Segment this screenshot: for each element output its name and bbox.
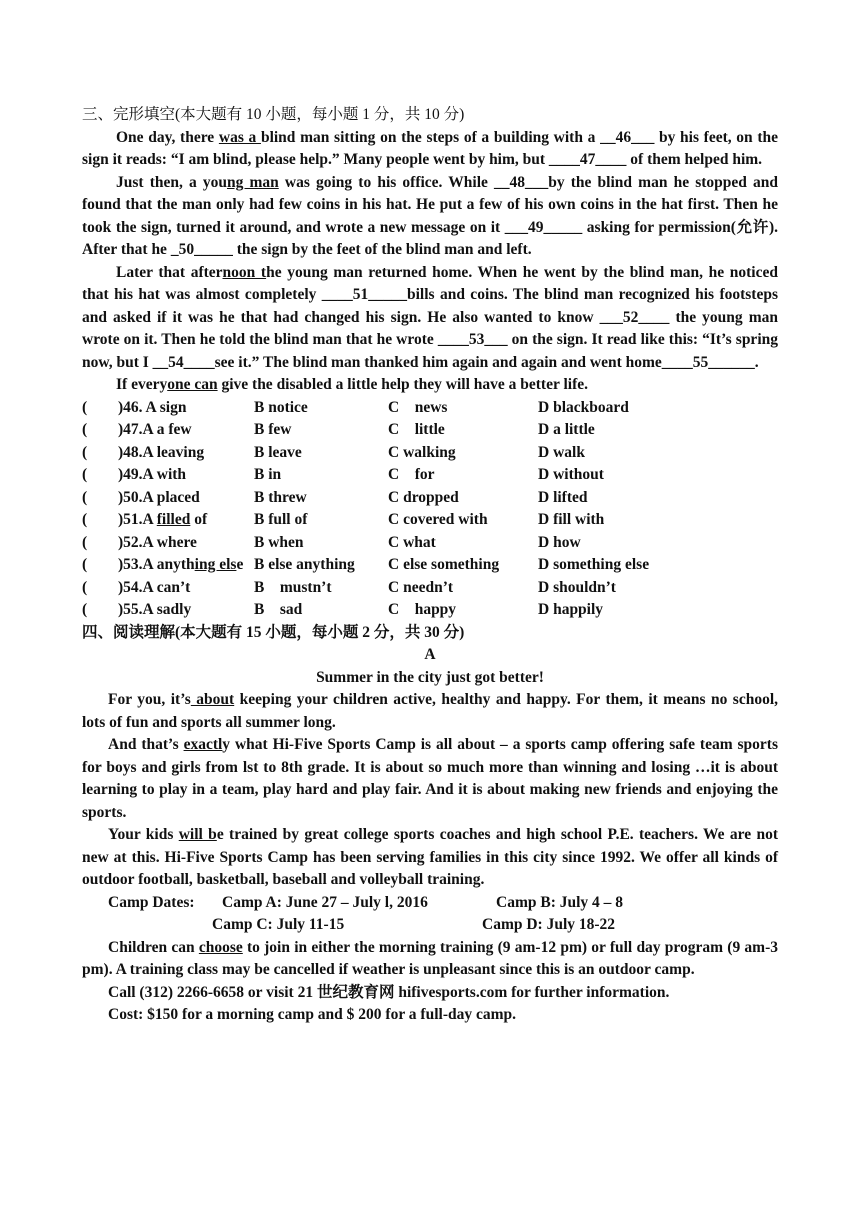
cloze-paragraph-3: Later that afternoon the young man returned home. When he went by the blind man, he noticed that his hat was almost completely ____51_____bills and coins. The blind man recognized his footsteps and asked if it was he that had changed his sign. He also wanted to know ___52____ the young man wrote on it. Then he told the blind man that he wrote ____53___ on the sign. It read like this: “It’s spring now, but I __54____see it.” The blind man thanked him again and again and went home____55______. xyxy=(82,263,778,371)
cost-info: Cost: $150 for a morning camp and $ 200 for a full-day camp. xyxy=(108,1006,517,1023)
exam-page xyxy=(82,104,778,1027)
passage-paragraph-1: For you, it’s about keeping your children active, healthy and happy. For them, it means no school, lots of fun and sports all summer long. xyxy=(82,691,778,731)
section-4-heading: 四、阅读理解(本大题有 15 小题，每小题 2 分，共 30 分) xyxy=(82,623,465,641)
question-row: ( )50.A placed B threw C dropped D lifted xyxy=(82,488,588,506)
cloze-paragraph-2: Just then, a young man was going to his office. While __48___by the blind man he stopped and found that the man only had few coins in his hat. He put a few of his own coins in the hat first. Then he took the sign, turned it around, and wrote a new message on it ___49_____ asking for permission(允许). After that he _50_____ the sign by the feet of the blind man and left. xyxy=(82,173,778,258)
cloze-paragraph-1: One day, there was a blind man sitting on the steps of a building with a __46___ by his feet, on the sign it reads: “I am blind, please help.” Many people went by him, but ____47____ of them helped him. xyxy=(82,128,779,168)
camp-dates-row-1: Camp Dates: Camp A: June 27 – July l, 2016 Camp B: July 4 – 8 xyxy=(108,893,624,911)
question-row: ( )55.A sadly B sad C happy D happily xyxy=(82,601,604,618)
passage-paragraph-4: Children can choose to join in either the morning training (9 am-12 pm) or full day program (9 am-3 pm). A training class may be cancelled if weather is unpleasant since this is an outdoor camp. xyxy=(82,938,778,978)
question-row: ( )47.A a few B few C little D a little xyxy=(82,421,595,438)
passage-label: A xyxy=(424,646,436,663)
question-row: ( )46. A sign B notice C news D blackboard xyxy=(82,398,629,416)
question-row: ( )51.A filled of B full of C covered with D fill with xyxy=(82,511,605,528)
camp-dates-row-2: Camp C: July 11-15 Camp D: July 18-22 xyxy=(212,916,616,933)
passage-paragraph-3: Your kids will be trained by great college sports coaches and high school P.E. teachers. We are not new at this. Hi-Five Sports Camp has been serving families in this city since 1992. We offer all kinds of outdoor football, basketball, baseball and volleyball training. xyxy=(82,826,779,888)
cloze-paragraph-4: If everyone can give the disabled a little help they will have a better life. xyxy=(116,376,588,393)
passage-title: Summer in the city just got better! xyxy=(316,668,544,686)
question-row: ( )52.A where B when C what D how xyxy=(82,533,581,551)
question-row: ( )54.A can’t B mustn’t C needn’t D shouldn’t xyxy=(82,578,616,596)
question-list xyxy=(82,397,778,622)
question-row: ( )53.A anything else B else anything C else something D something else xyxy=(82,556,650,573)
passage-paragraph-2: And that’s exactly what Hi-Five Sports Camp is all about – a sports camp offering safe team sports for boys and girls from lst to 8th grade. It is about so much more than winning and losing …it is about learning to play in a team, play hard and play fair. And it is about making new friends and enjoying the sports. xyxy=(82,736,779,821)
question-row: ( )49.A with B in C for D without xyxy=(82,466,604,483)
section-3-heading: 三、完形填空(本大题有 10 小题，每小题 1 分，共 10 分) xyxy=(82,106,465,123)
question-row: ( )48.A leaving B leave C walking D walk xyxy=(82,443,585,461)
contact-info: Call (312) 2266-6658 or visit 21 世纪教育网 hifivesports.com for further information. xyxy=(108,983,670,1001)
